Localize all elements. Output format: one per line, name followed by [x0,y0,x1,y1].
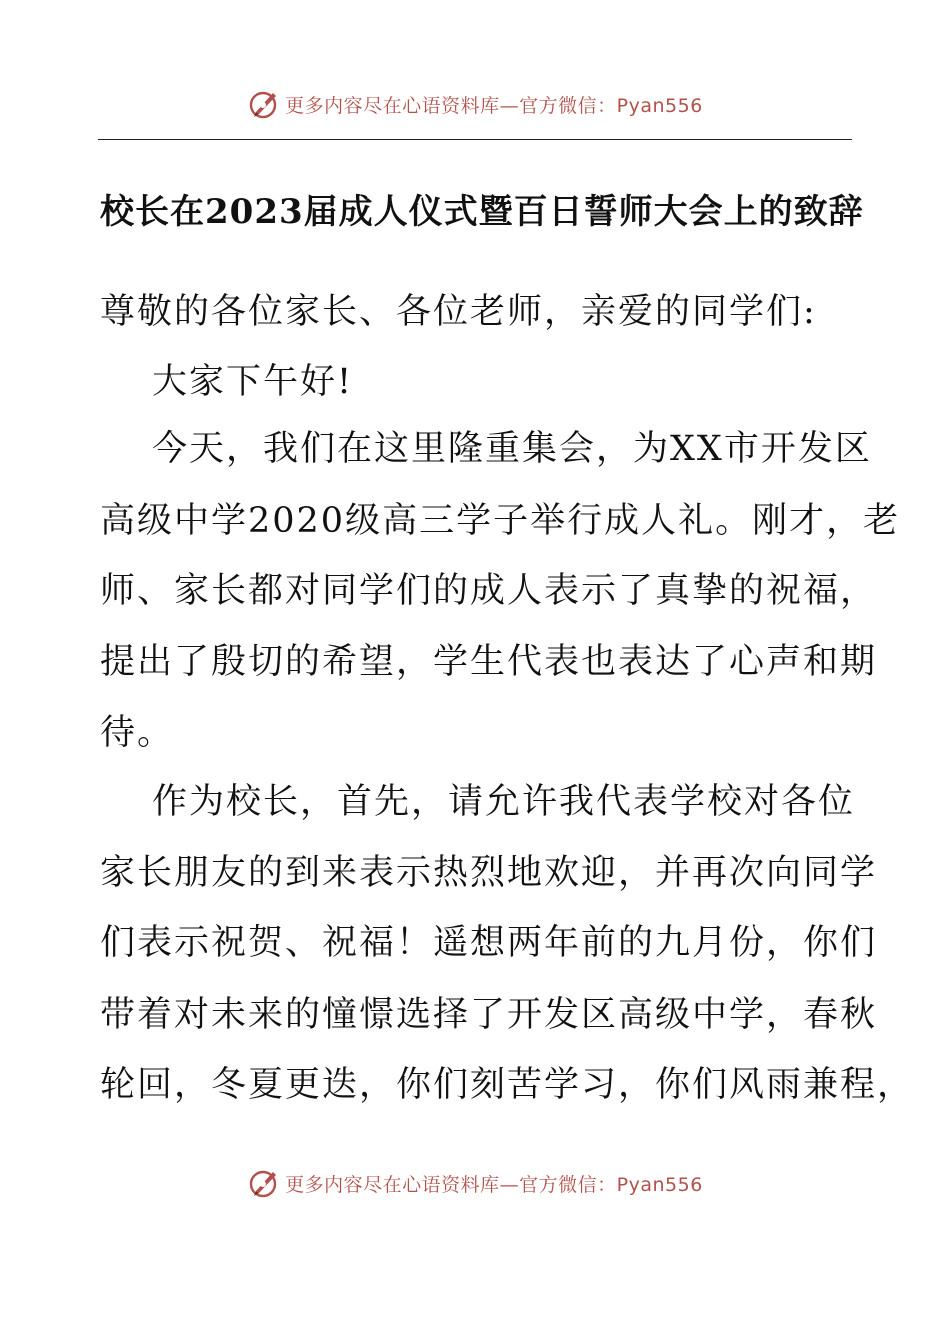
footer-watermark [0,1165,950,1201]
body-line: 今天，我们在这里隆重集会，为XX市开发区 [152,429,872,469]
header-wechat-id: Pyan556 [616,94,703,117]
header-brand-text: 更多内容尽在心语资料库—官方微信：Pyan556 [285,94,703,117]
body-line: 提出了殷切的希望，学生代表也表达了心声和期 [100,642,878,682]
footer-wechat-id: Pyan556 [616,1173,703,1196]
salutation: 尊敬的各位家长、各位老师，亲爱的同学们: [100,292,817,332]
pen-in-circle-icon [247,1166,281,1200]
body-line: 轮回，冬夏更迭，你们刻苦学习，你们风雨兼程， [100,1065,915,1105]
footer-brand-text: 更多内容尽在心语资料库—官方微信：Pyan556 [285,1173,703,1196]
header-divider [98,139,852,140]
body-line: 们表示祝贺、祝福！遥想两年前的九月份，你们 [100,923,878,963]
pen-in-circle-icon [247,87,281,121]
header-watermark [0,86,950,122]
body-line: 作为校长，首先，请允许我代表学校对各位 [152,782,856,822]
body-line: 待。 [100,713,175,753]
body-line: 带着对未来的憧憬选择了开发区高级中学，春秋 [100,995,878,1035]
body-line: 师、家长都对同学们的成人表示了真挚的祝福， [100,571,878,611]
document-title: 校长在2023届成人仪式暨百日誓师大会上的致辞 [100,192,864,232]
greeting: 大家下午好! [152,362,354,402]
body-line: 高级中学2020级高三学子举行成人礼。刚才，老 [100,501,901,541]
body-line: 家长朋友的到来表示热烈地欢迎，并再次向同学 [100,853,878,893]
